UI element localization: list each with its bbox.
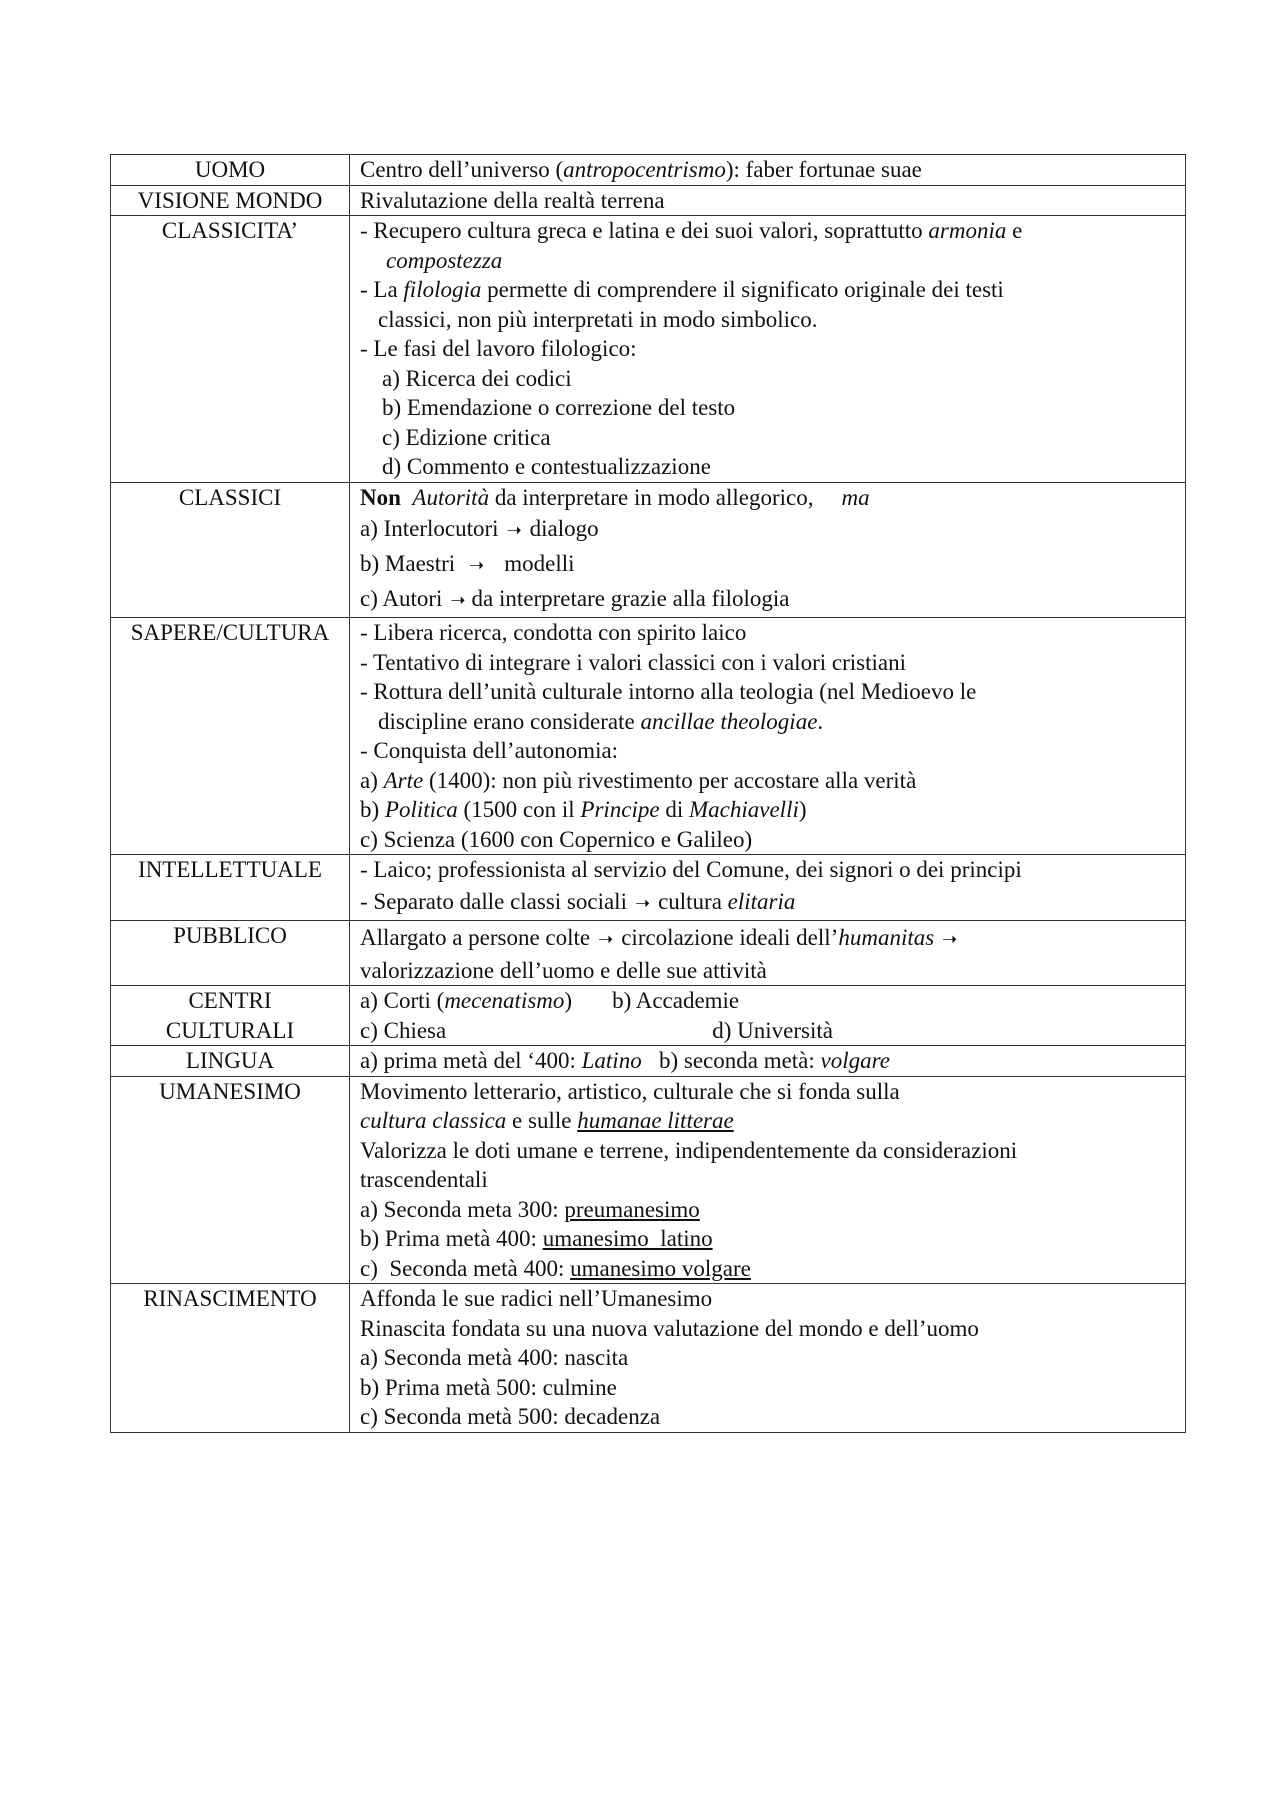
table-row: [111, 920, 1186, 986]
row-key: PUBBLICO: [111, 920, 350, 986]
text-line: - Le fasi del lavoro filologico:: [360, 336, 637, 361]
row-value: [350, 216, 1186, 483]
text-line: c) Seconda metà 500: decadenza: [360, 1404, 661, 1429]
table-row: [111, 618, 1186, 855]
text-line: - Conquista dell’autonomia:: [360, 738, 619, 763]
table-row: [111, 1284, 1186, 1433]
table-row: [111, 1046, 1186, 1077]
text-line: b) Politica (1500 con il Principe di Machiavelli): [360, 797, 807, 822]
text-line: c) Edizione critica: [382, 424, 551, 450]
row-value: [350, 1076, 1186, 1284]
text-line: Allargato a persone colte ➝ circolazione ideali dell’humanitas ➝: [360, 921, 1175, 956]
arrow-right-icon: ➝: [506, 520, 522, 540]
text-line: - La filologia permette di comprendere il significato originale dei testi: [360, 277, 1004, 302]
text-line: Valorizza le doti umane e terrene, indipendentemente da considerazioni: [360, 1137, 1018, 1163]
text-line: a) Ricerca dei codici: [382, 365, 572, 391]
row-key: CLASSICI: [111, 482, 350, 618]
text-line: cultura classica e sulle humanae litterae: [360, 1108, 734, 1133]
text-line: b) Maestri ➝ modelli: [360, 547, 1175, 582]
row-key: CENTRI CULTURALI: [111, 986, 350, 1046]
text-line: c) Seconda metà 400: umanesimo volgare: [360, 1255, 751, 1281]
table-row: [111, 986, 1186, 1046]
text-line: c) Scienza (1600 con Copernico e Galileo): [360, 826, 753, 852]
text-line: - Separato dalle classi sociali ➝ cultura elitaria: [360, 885, 1175, 920]
row-key: UOMO: [111, 155, 350, 186]
text-line: - Recupero cultura greca e latina e dei suoi valori, soprattutto armonia e: [360, 218, 1023, 243]
text-line: b) Prima metà 400: umanesimo latino: [360, 1226, 713, 1251]
summary-table: [110, 154, 1186, 1433]
text-line: - Rottura dell’unità culturale intorno alla teologia (nel Medioevo le: [360, 679, 977, 704]
text-line: Movimento letterario, artistico, culturale che si fonda sulla: [360, 1078, 900, 1104]
table-row: [111, 482, 1186, 618]
row-value: [350, 1046, 1186, 1077]
text-line: classici, non più interpretati in modo simbolico.: [378, 306, 818, 332]
text-line: - Tentativo di integrare i valori classici con i valori cristiani: [360, 649, 906, 675]
table-row: [111, 855, 1186, 921]
text-line: c) Chiesa d) Università: [360, 1017, 833, 1043]
text-line: compostezza: [386, 247, 503, 273]
text-line: Affonda le sue radici nell’Umanesimo: [360, 1286, 713, 1311]
table-row: [111, 155, 1186, 186]
arrow-right-icon: ➝: [942, 928, 958, 949]
table-row: [111, 1076, 1186, 1284]
text-line: b) Emendazione o correzione del testo: [382, 395, 736, 420]
row-key: RINASCIMENTO: [111, 1284, 350, 1433]
row-key: CLASSICITA’: [111, 216, 350, 483]
text-line: discipline erano considerate ancillae theologiae.: [378, 708, 824, 734]
text-line: a) Seconda metà 400: nascita: [360, 1345, 629, 1370]
row-value: [350, 185, 1186, 216]
text-line: c) Autori ➝ da interpretare grazie alla filologia: [360, 582, 1175, 617]
text-line: Non Autorità da interpretare in modo allegorico, ma: [360, 484, 870, 510]
row-key: INTELLETTUALE: [111, 855, 350, 921]
arrow-right-icon: ➝: [634, 892, 651, 913]
row-value: [350, 1284, 1186, 1433]
row-value: [350, 986, 1186, 1046]
row-value: [350, 618, 1186, 855]
arrow-right-icon: ➝: [469, 555, 485, 575]
text-line: Rivalutazione della realtà terrena: [360, 187, 665, 213]
text-line: a) prima metà del ‘400: Latino b) seconda metà: volgare: [360, 1048, 890, 1073]
table-row: [111, 185, 1186, 216]
row-key: VISIONE MONDO: [111, 185, 350, 216]
arrow-right-icon: ➝: [450, 590, 466, 610]
text-line: - Libera ricerca, condotta con spirito laico: [360, 620, 747, 645]
document-page: [110, 154, 1175, 1433]
text-line: - Laico; professionista al servizio del Comune, dei signori o dei principi: [360, 857, 1022, 882]
text-line: d) Commento e contestualizzazione: [382, 454, 711, 479]
text-line: trascendentali: [360, 1167, 488, 1192]
text-line: a) Interlocutori ➝ dialogo: [360, 512, 1175, 547]
text-line: Rinascita fondata su una nuova valutazione del mondo e dell’uomo: [360, 1315, 979, 1341]
table-row: [111, 216, 1186, 483]
text-line: b) Prima metà 500: culmine: [360, 1374, 617, 1400]
row-value: [350, 155, 1186, 186]
arrow-right-icon: ➝: [598, 928, 614, 949]
text-line: valorizzazione dell’uomo e delle sue attività: [360, 957, 767, 983]
row-key: UMANESIMO: [111, 1076, 350, 1284]
row-value: [350, 920, 1186, 986]
text-line: a) Seconda meta 300: preumanesimo: [360, 1196, 700, 1222]
row-key: LINGUA: [111, 1046, 350, 1077]
row-value: [350, 855, 1186, 921]
text-line: a) Corti (mecenatismo) b) Accademie: [360, 988, 740, 1013]
text-line: Centro dell’universo (antropocentrismo): faber fortunae suae: [360, 157, 922, 182]
row-key: SAPERE/CULTURA: [111, 618, 350, 855]
row-value: [350, 482, 1186, 618]
text-line: a) Arte (1400): non più rivestimento per accostare alla verità: [360, 767, 917, 793]
